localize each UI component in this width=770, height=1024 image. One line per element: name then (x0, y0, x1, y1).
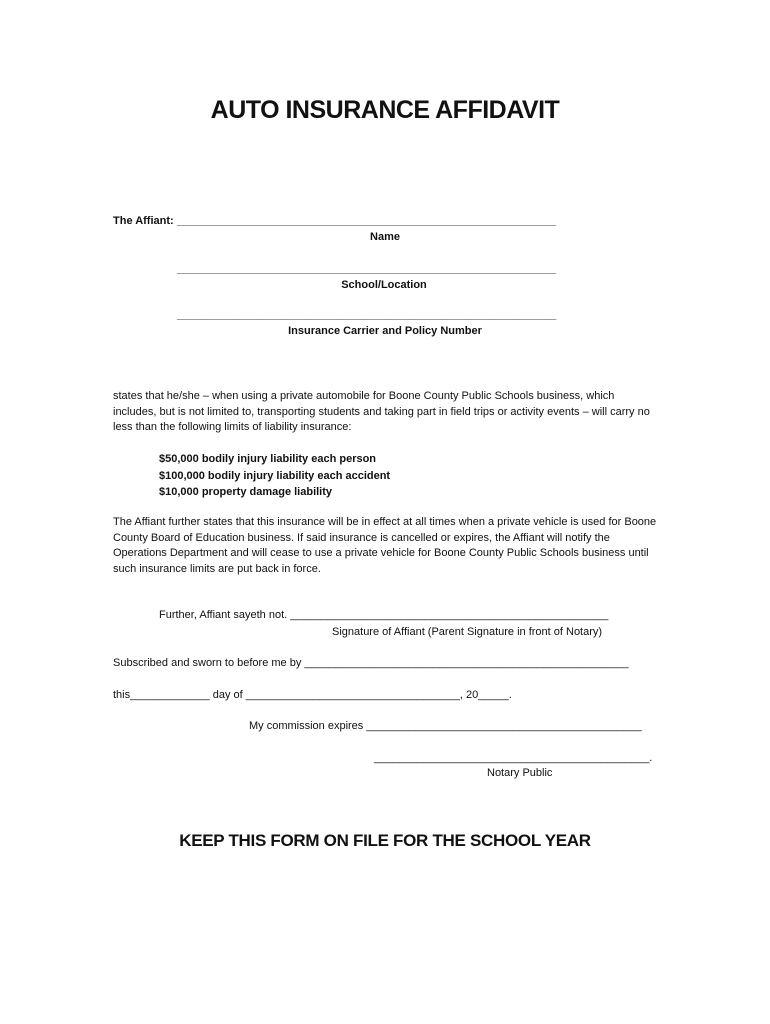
name-caption: Name (370, 231, 400, 243)
notary-blank: _____________________________________________. (374, 752, 653, 764)
statement-paragraph: states that he/she – when using a private automobile for Boone County Public Schools business, which includes, but is not limited to, transporting students and taking part in field trips or activity events – will carry no less than the following limits of liability insurance: (113, 390, 650, 433)
document-title: AUTO INSURANCE AFFIDAVIT (210, 96, 560, 124)
school-caption: School/Location (341, 279, 427, 291)
limit-item: $10,000 property damage liability (159, 486, 333, 498)
limit-item: $100,000 bodily injury liability each accident (159, 469, 391, 482)
commission-line: My commission expires _____________________________________________ (249, 720, 642, 732)
carrier-blank: ______________________________________________________________ (177, 309, 557, 321)
signature-caption: Signature of Affiant (Parent Signature in front of Notary) (332, 626, 603, 638)
sayeth-line: Further, Affiant sayeth not. ____________________________________________________ (159, 609, 609, 621)
notary-caption: Notary Public (487, 767, 553, 779)
footer-notice: KEEP THIS FORM ON FILE FOR THE SCHOOL YEAR (179, 831, 591, 850)
subscribed-line: Subscribed and sworn to before me by _____________________________________________________ (113, 657, 629, 669)
affiant-label: The Affiant: (113, 215, 174, 227)
day-line: this_____________ day of ___________________________________, 20_____. (113, 689, 512, 701)
school-blank: ______________________________________________________________ (177, 263, 557, 275)
liability-limits (159, 451, 390, 501)
further-statement-paragraph: The Affiant further states that this insurance will be in effect at all times when a private vehicle is used for Boone County Board of Education business. If said insurance is cancelled or expires, the Affiant will notify the Operations Department and will cease to use a private vehicle for Boone County Public Schools business until such insurance limits are put back in force. (113, 516, 657, 575)
limit-item: $50,000 bodily injury liability each person (159, 453, 377, 465)
affiant-name-blank: ______________________________________________________________ (177, 215, 557, 227)
carrier-caption: Insurance Carrier and Policy Number (288, 325, 482, 337)
